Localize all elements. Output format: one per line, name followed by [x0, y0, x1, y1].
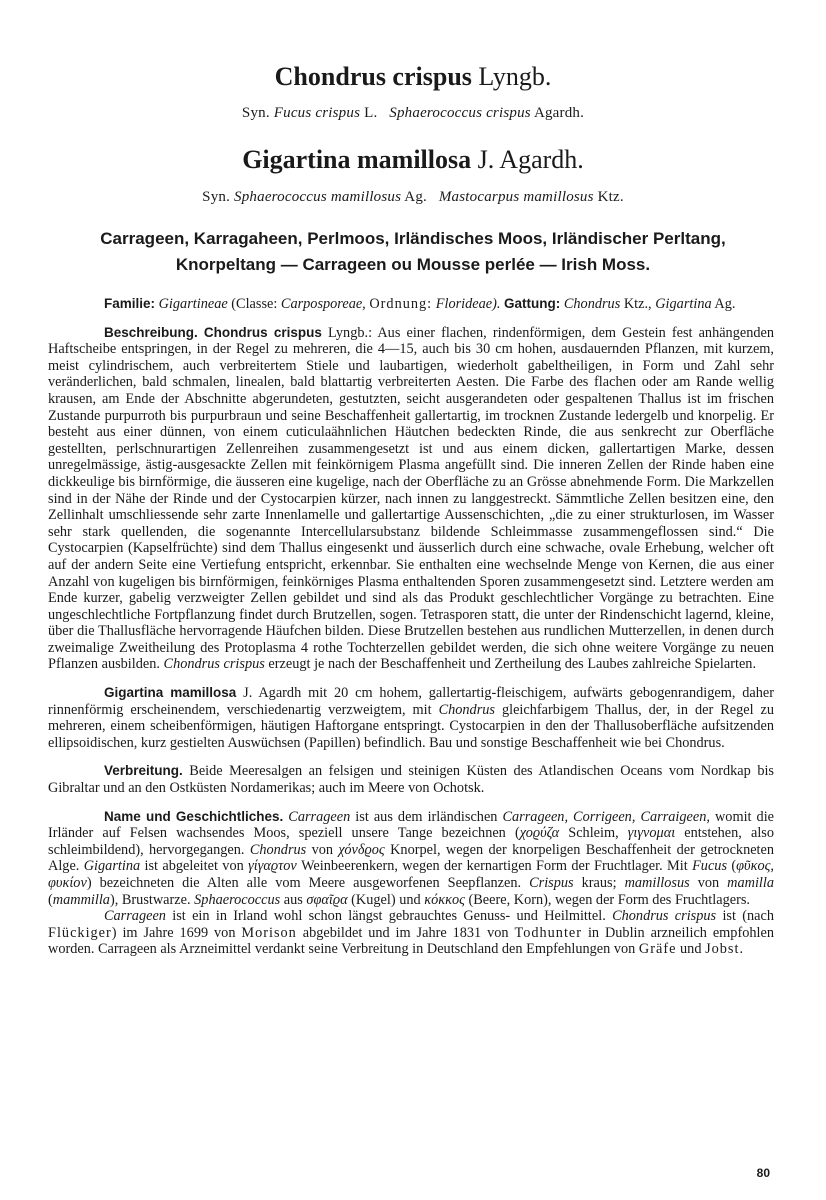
- name-paragraph: Name und Geschichtliches. Carrageen ist aus dem irländischen Carrageen, Corrigeen, Carraigeen, womit die Irländer auf Felsen wachsendes Moos, speziell unsere Tange bezeichnen (χοϱύζα Schleim, γιγνομαι entstehen, also schleimbildend), hervorgegangen. Chondrus von χόνδϱος Knorpel, wegen der knorpeligen Beschaffenheit der getrockneten Alge. Gigartina ist abgeleitet von γίγαϱτον Weinbeerenkern, wegen der kernartigen Form der Fruchtlager. Mit Fucus (φῦκος, φυκίον) bezeichneten die Alten alle vom Meere ausgeworfenen Seepflanzen. Crispus kraus; mamillosus von mamilla (mammilla), Brustwarze. Sphaerococcus aus σφαῖϱα (Kugel) und κόκκος (Beere, Korn), wegen der Form des Fruchtlagers.: [48, 808, 775, 908]
- body-text: [48, 296, 774, 958]
- familie-paragraph: Familie: Gigartineae (Classe: Carposporeae, Ordnung: Florideae). Gattung: Chondrus Ktz., Gigartina Ag.: [104, 296, 736, 312]
- species-title-chondrus: Chondrus crispus Lyngb.: [274, 62, 552, 91]
- common-names: [60, 226, 766, 278]
- common-names-line-2: Knorpeltang — Carrageen ou Mousse perlée — Irish Moss.: [175, 255, 651, 274]
- common-names-line-1: Carrageen, Karragaheen, Perlmoos, Irländisches Moos, Irländischer Perltang,: [100, 229, 726, 248]
- name-paragraph-2: Carrageen ist ein in Irland wohl schon längst gebrauchtes Genuss- und Heilmittel. Chondrus crispus ist (nach Flückiger) im Jahre 1699 von Morison abgebildet und im Jahre 1831 von Todhunter in Dublin arzneilich empfohlen worden. Carrageen als Arzneimittel verdankt seine Verbreitung in Deutschland den Empfehlungen von Gräfe und Jobst.: [48, 908, 775, 958]
- species-title-gigartina: Gigartina mamillosa J. Agardh.: [242, 145, 584, 174]
- verbreitung-paragraph: Verbreitung. Beide Meeresalgen an felsigen und steinigen Küsten des Atlandischen Oceans vom Nordkap bis Gibraltar und an den Ostküsten Nordamerikas; auch im Meere von Ochotsk.: [48, 763, 774, 797]
- synonyms-gigartina: Syn. Sphaerococcus mamillosus Ag. Mastocarpus mamillosus Ktz.: [202, 189, 624, 205]
- synonyms-chondrus: Syn. Fucus crispus L. Sphaerococcus crispus Agardh.: [241, 105, 585, 121]
- gigartina-paragraph: Gigartina mamillosa J. Agardh mit 20 cm hohem, gallertartig-fleischigem, aufwärts gebogenrandigem, daher rinnenförmig erscheinendem, verschiedenartig verzweigtem, mit Chondrus gleichfarbigem Thallus, der, in der Regel zu mehreren, einem scheibenförmigen, häutigen Haftorgane entspringt. Cystocarpien in den der Thallusoberfläche aufsitzenden ellipsoidischen, kurz gestielten Auswüchsen (Papillen) befindlich. Bau und sonstige Beschaffenheit wie bei Chondrus.: [48, 685, 775, 751]
- page-number: 80: [756, 1166, 770, 1180]
- beschreibung-paragraph: Beschreibung. Chondrus crispus Lyngb.: Aus einer flachen, rindenförmigen, dem Gestein fest anhängenden Haftscheibe entspringen, in der Regel zu mehreren, die 4—15, auch bis 30 cm hohen, ausdauernden Pflanzen, mit kurzem, meist cylindrischem, auch verbreitertem Stiele und laubartigen, wiederholt gabeltheiligen, in Form und Zahl sehr veränderlichen, bald schmalen, linealen, bald blattartig verbreiterten Aesten. Die Farbe des flachen oder am Rande wellig krausen, am Ende der Abschnitte abgerundeten, gestutzten, seicht ausgerandeten oder gespaltenen Thallus ist im frischen Zustande purpurroth bis purpurbraun und seine Beschaffenheit gallertartig, im trocknen Zustande ledergelb und knorpelig. Er besteht aus einer dünnen, von einem cuticulaähnlichen Häutchen bedeckten Rinde, die aus senkrecht zur Oberfläche gestellten, perlschnurartigen Zellenreihen zusammengesetzt ist und aus einem dicken, gallertartigen Marke, dessen unregelmässige, ästig-ausgesackte Zellen mit feinkörnigem Plasma angefüllt sind. Die inneren Zellen der Rinde haben eine dickkeulige bis birnförmige, die äusseren eine kugelige, nach der Oberfläche zu an Grösse abnehmende Form. Die Markzellen sind in der Nähe der Rinde und der Cystocarpien kürzer, nach innen zu langgestreckt. Sämmtliche Zellen besitzen eine, den Zellinhalt umschliessende sehr zarte Innenlamelle und gallertartige Aussenschichten, „die zu einer strukturlosen, im Wasser sehr stark quellenden, die sogenannte Intercellularsubstanz bildende Schleimmasse zusammengeflossen sind.“ Die Cystocarpien (Kapselfrüchte) sind dem Thallus eingesenkt und äusserlich durch eine schwache, ovale Erhebung, welcher oft auf der andern Seite eine Vertiefung entspricht, erkennbar. Sie enthalten eine wechselnde Menge von Kernen, die aus einer Anzahl von kugeligen bis birnförmigen, feinkörniges Plasma enthaltenden Sporen zusammengesetzt sind. Letztere werden am Ende kurzer, gabelig verzweigter Zellen gebildet und sind als das Produkt geschlechtlicher Vorgänge zu betrachten. Eine ungeschlechtliche Fortpflanzung findet durch Brutzellen, sogen. Tetrasporen statt, die unter der Rindenschicht lagernd, kleine, über die Thallusfläche hervorragende Häufchen bilden. Diese Brutzellen bestehen aus rundlichen Mutterzellen, in denen durch zweimalige Zweitheilung des Protoplasma 4 rothe Tochterzellen gebildet werden, die sich ohne weitere Vorgänge zu neuen Pflanzen ausbilden. Chondrus crispus erzeugt je nach der Beschaffenheit und Zertheilung des Laubes zahlreiche Spielarten.: [48, 324, 774, 673]
